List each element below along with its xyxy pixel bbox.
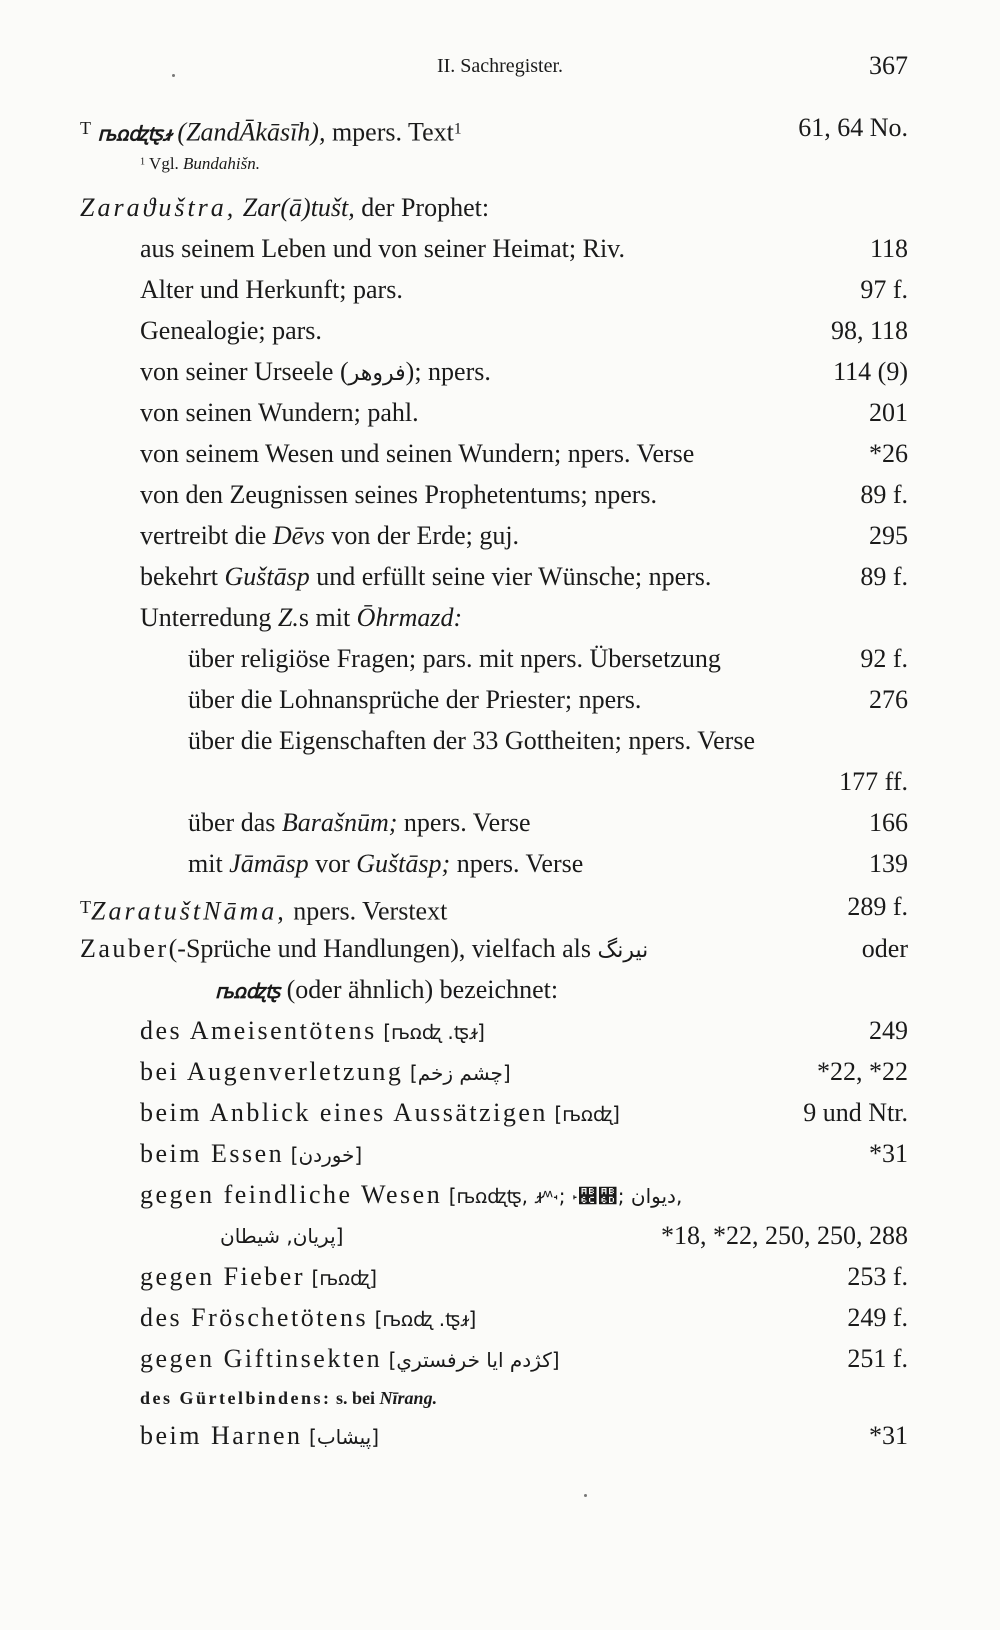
item-label: bei Augenverletzung [140, 1057, 404, 1086]
speck [172, 74, 175, 77]
item-pages: 89 f. [860, 562, 908, 591]
entry-zarathustra [0, 186, 1000, 230]
page-number: 367 [869, 51, 908, 80]
item-italic: Dēvs [272, 521, 325, 550]
item-bracket: [ꭠꭥꭦ] [554, 1102, 620, 1126]
list-item [0, 1337, 1000, 1381]
item-text: über die Eigenschaften der 33 Gottheiten; npers. Verse [188, 726, 755, 755]
entry-pages: 61, 64 No. [798, 113, 908, 142]
item-italic: Barašnūm; [281, 808, 398, 837]
item-label: beim Essen [140, 1139, 285, 1168]
item-pages: 249 f. [847, 1303, 908, 1332]
list-item [0, 1255, 1000, 1299]
item-label: beim Anblick eines Aussätzigen [140, 1098, 548, 1127]
entry-pages: 289 f. [847, 892, 908, 921]
item-pages: 249 [869, 1016, 908, 1045]
item-bracket: پريان, شيطان] [220, 1224, 344, 1248]
item-italic: Guštāsp [224, 562, 310, 591]
item-pages: 118 [869, 234, 908, 263]
list-item [0, 268, 1000, 312]
entry-desc: npers. Verstext [293, 896, 448, 926]
item-pages: 166 [869, 808, 908, 837]
item-pages: 295 [869, 521, 908, 550]
item-bracket: [ꭠꭥꭦ .ꭧꭨ] [374, 1307, 477, 1331]
footnote-ref: 1 [453, 120, 462, 138]
item-text: vor [315, 849, 350, 878]
footnote-num: 1 [140, 156, 146, 168]
persian-script: نيرنگ [597, 938, 649, 963]
pahlavi-script: ꭠꭥꭦꭧꭨ [97, 121, 171, 146]
sub-item [0, 719, 1000, 763]
item-pages: 253 f. [847, 1262, 908, 1291]
item-bracket: [ꭠꭥꭦ .ꭧꭨ] [383, 1020, 485, 1044]
item-pages: *22, *22 [817, 1057, 908, 1086]
item-text: von seinen Wundern; pahl. [140, 398, 419, 427]
item-text: von seinem Wesen und seinen Wundern; npers. Verse [140, 439, 695, 468]
entry-title: (ZandĀkāsīh), [177, 117, 326, 147]
entry-marker: T [80, 897, 91, 917]
item-text: s mit [298, 603, 351, 632]
list-item-cont [0, 1214, 1000, 1258]
list-item [0, 1173, 1000, 1217]
entry-desc: (oder ähnlich) bezeichnet: [286, 975, 559, 1004]
item-text: Genealogie; pars. [140, 316, 322, 345]
list-item [0, 432, 1000, 476]
item-label: gegen Fieber [140, 1262, 306, 1291]
item-label: des Fröschetötens [140, 1303, 369, 1332]
sub-item-pages-line [0, 760, 1000, 804]
list-item [0, 1050, 1000, 1094]
list-item [0, 1132, 1000, 1176]
item-pages: 89 f. [860, 480, 908, 509]
list-item [0, 391, 1000, 435]
entry-zauber-cont [0, 968, 1000, 1012]
sub-item [0, 678, 1000, 722]
item-text: npers. Verse [403, 808, 531, 837]
item-italic: Jāmāsp [229, 849, 309, 878]
entry-variant: Zar(ā)tušt, [242, 193, 355, 222]
entry-head: Zauber [80, 934, 169, 963]
entry-desc: (-Sprüche und Handlungen), vielfach als [168, 934, 591, 963]
list-item [0, 1414, 1000, 1458]
item-pages: 201 [869, 398, 908, 427]
item-text: npers. Verse [456, 849, 584, 878]
item-label: beim Harnen [140, 1421, 303, 1450]
sub-item [0, 637, 1000, 681]
item-pages: 114 (9) [833, 357, 908, 386]
item-text: vertreibt die [140, 521, 267, 550]
speck [584, 1494, 587, 1497]
item-text: aus seinem Leben und von seiner Heimat; Riv. [140, 234, 625, 263]
item-bracket: [خوردن] [290, 1143, 363, 1167]
item-bracket: [كژدم ايا خرفستري] [388, 1348, 560, 1372]
list-item [0, 555, 1000, 599]
list-item [0, 350, 1000, 394]
item-label: gegen feindliche Wesen [140, 1180, 443, 1209]
item-ref-italic: Nīrang. [379, 1388, 438, 1408]
item-pages: 92 f. [860, 644, 908, 673]
entry-marker: T [80, 118, 91, 138]
list-item [0, 473, 1000, 517]
entry-head: ZaratuštNāma, [91, 896, 287, 926]
item-text: und erfüllt seine vier Wünsche; npers. [316, 562, 712, 591]
item-italic: Guštāsp; [356, 849, 451, 878]
entry-desc: der Prophet: [361, 193, 490, 222]
item-text: über die Lohnansprüche der Priester; npers. [188, 685, 642, 714]
item-text: mit [188, 849, 223, 878]
item-label: des Ameisentötens [140, 1016, 377, 1045]
entry-zaratusht-nama [0, 885, 1000, 929]
item-bracket: [چشم زخم] [409, 1061, 511, 1085]
item-label: des Gürtelbindens: [140, 1388, 332, 1408]
entry-oder: oder [861, 934, 908, 963]
list-item [0, 596, 1000, 640]
item-text: von seiner Urseele ( [140, 357, 349, 386]
entry-desc: mpers. Text [331, 117, 454, 147]
footnote-text: Vgl. [149, 154, 179, 173]
item-pages: 276 [869, 685, 908, 714]
item-pages: 139 [869, 849, 908, 878]
sub-item [0, 842, 1000, 886]
item-text: über religiöse Fragen; pars. mit npers. Übersetzung [188, 644, 721, 673]
item-pages: 177 ff. [839, 767, 908, 796]
entry-head: Zaraϑuštra, [80, 193, 237, 222]
sub-item [0, 801, 1000, 845]
list-item [0, 1296, 1000, 1340]
page-header [0, 44, 1000, 88]
footnote [0, 142, 1000, 186]
item-pages: 97 f. [860, 275, 908, 304]
footnote-title: Bundahišn. [183, 154, 261, 173]
item-text: von den Zeugnissen seines Prophetentums; npers. [140, 480, 658, 509]
item-text: Unterredung [140, 603, 272, 632]
item-bracket: [ꭠꭥꭦ] [311, 1266, 378, 1290]
item-text: Alter und Herkunft; pars. [140, 275, 403, 304]
item-text: über das [188, 808, 276, 837]
item-pages: 98, 118 [830, 316, 908, 345]
item-text: von der Erde; guj. [331, 521, 520, 550]
running-title: II. Sachregister. [436, 55, 564, 77]
item-pages: *31 [869, 1139, 908, 1168]
list-item [0, 1009, 1000, 1053]
list-item [0, 514, 1000, 558]
pahlavi-script: ꭠꭥꭦꭧ [215, 979, 281, 1003]
item-pages: 251 f. [847, 1344, 908, 1373]
list-item [0, 1091, 1000, 1135]
item-text: bekehrt [140, 562, 218, 591]
list-item [0, 309, 1000, 353]
item-italic: Ōhrmazd: [356, 603, 463, 632]
item-pages: *26 [869, 439, 908, 468]
item-label: gegen Giftinsekten [140, 1344, 383, 1373]
item-bracket: [ꭠꭥꭦꭧ, ꭨꭩ꭪; ꭫꭬꭭; ديوان, [448, 1184, 683, 1208]
item-ref: s. bei [336, 1388, 376, 1408]
item-text: ); npers. [405, 357, 491, 386]
entry-zauber [0, 927, 1000, 971]
item-pages: *18, *22, 250, 250, 288 [661, 1221, 908, 1250]
persian-script: فروهر [348, 361, 406, 386]
item-italic: Z. [277, 603, 299, 632]
item-pages: *31 [869, 1421, 908, 1450]
item-pages: 9 und Ntr. [803, 1098, 908, 1127]
item-bracket: [پيشاب] [309, 1425, 380, 1449]
list-item [0, 227, 1000, 271]
